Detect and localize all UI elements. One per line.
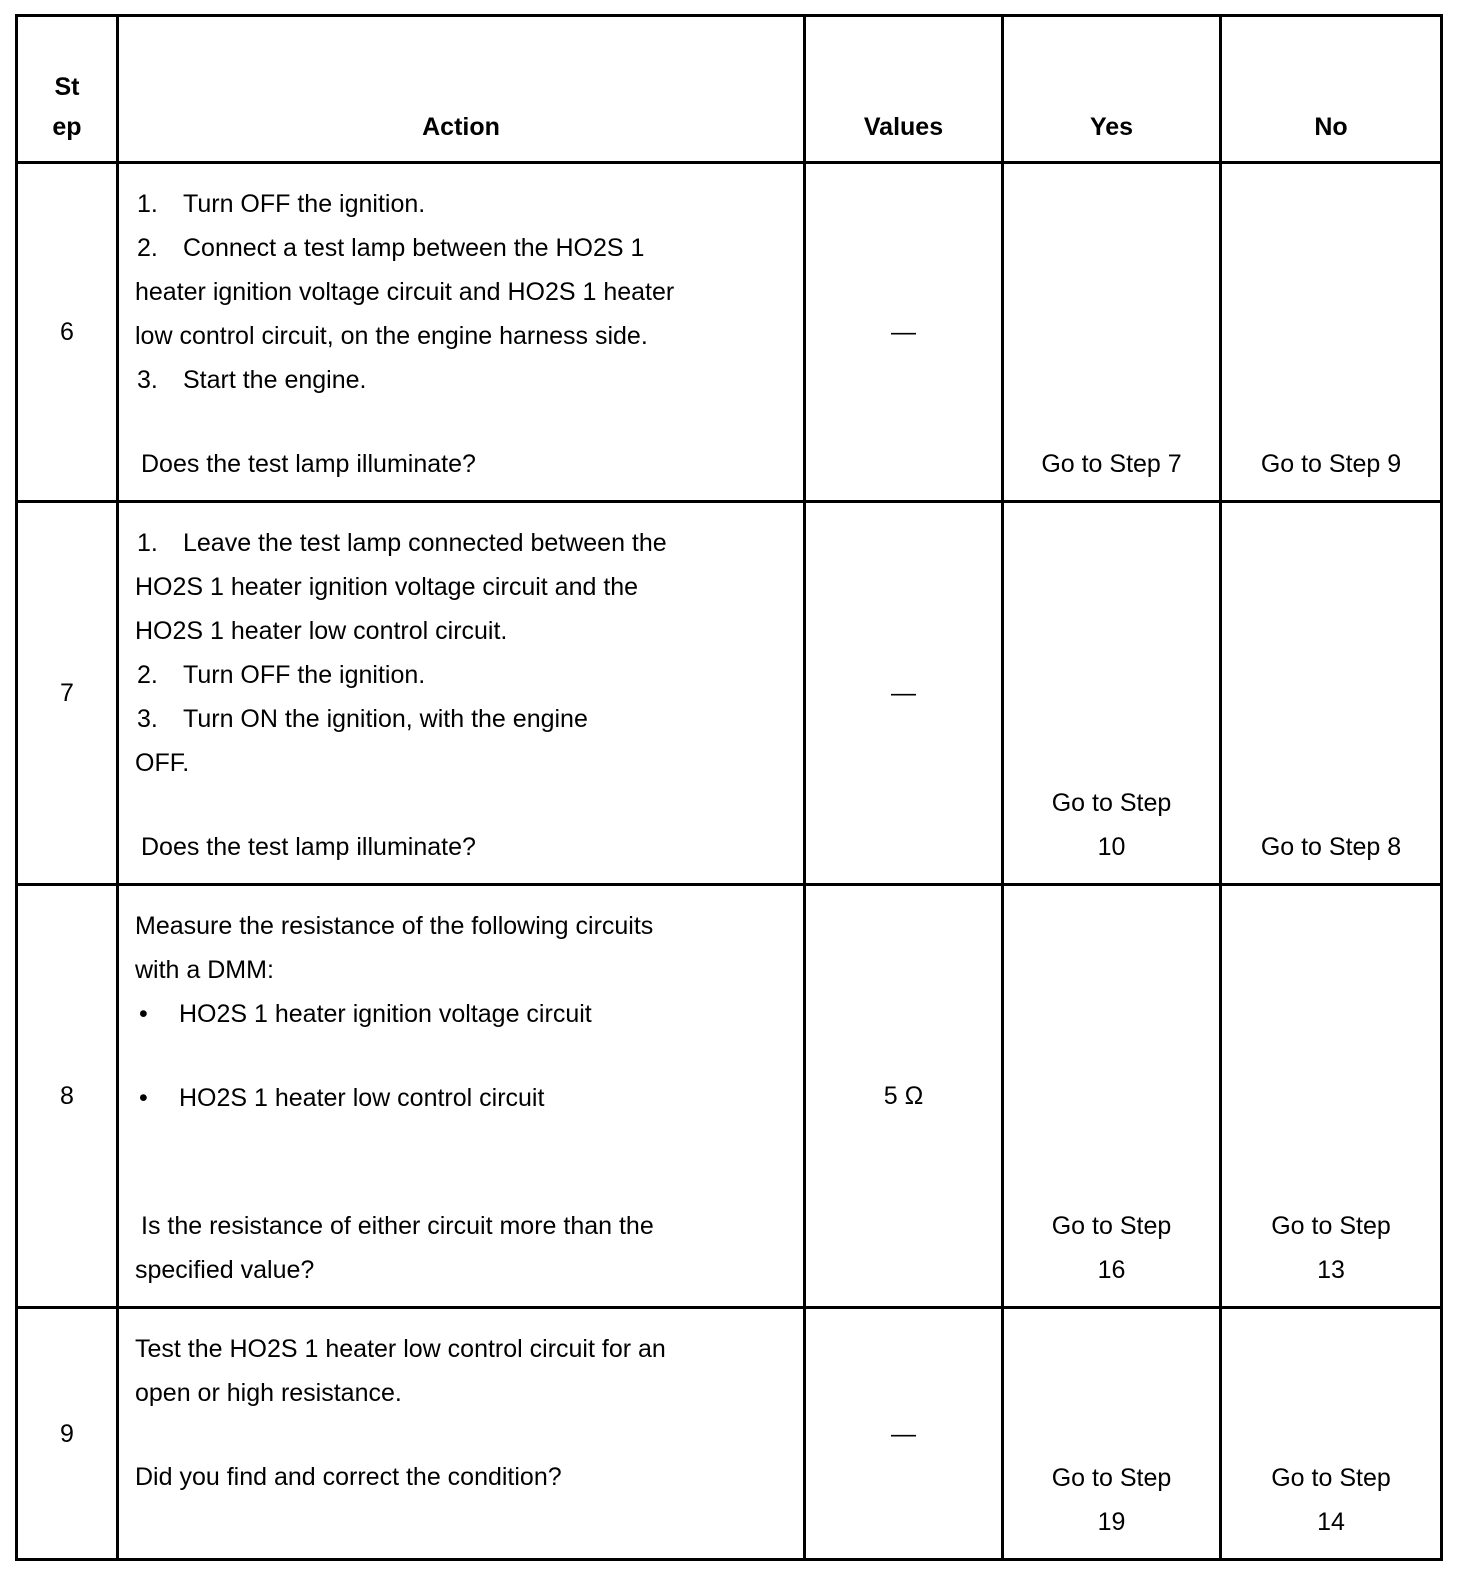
action-line: HO2S 1 heater low control circuit. [135,617,508,645]
action-question: Does the test lamp illuminate? [141,450,476,478]
no-text-line1: Go to Step 9 [1260,450,1402,478]
value-cell: — [805,1308,1003,1560]
no-cell [1221,163,1442,502]
yes-text-line2: 16 [1097,1256,1126,1284]
bullet-item: • HO2S 1 heater low control circuit [139,1084,545,1112]
action-line: OFF. [135,749,190,777]
value-cell: — [805,502,1003,885]
table-row-step-8 [17,885,1442,1308]
values-column-header: Values [805,16,1003,163]
no-cell [1221,1308,1442,1560]
action-cell [118,163,805,502]
action-question: Does the test lamp illuminate? [141,833,476,861]
action-line: Measure the resistance of the following circuits [135,912,654,940]
action-line: 1. Leave the test lamp connected between the [137,529,667,557]
diagnostic-table [15,14,1443,1561]
action-question: Is the resistance of either circuit more than the [141,1212,654,1240]
yes-column-header: Yes [1003,16,1221,163]
step-header-line1: St [54,73,80,101]
yes-text-line2: 19 [1097,1508,1126,1536]
no-cell [1221,885,1442,1308]
action-line: HO2S 1 heater ignition voltage circuit and the [135,573,639,601]
step-header-line2: ep [52,113,82,141]
table-row-step-6 [17,163,1442,502]
step-column-header [17,16,118,163]
header-row [17,16,1442,163]
action-line: Test the HO2S 1 heater low control circuit for an [135,1335,666,1363]
yes-cell [1003,1308,1221,1560]
no-text-line1: Go to Step 8 [1260,833,1402,861]
action-cell [118,885,805,1308]
action-line: with a DMM: [135,956,274,984]
action-line: open or high resistance. [135,1379,402,1407]
action-question: Did you find and correct the condition? [135,1463,562,1491]
no-column-header: No [1221,16,1442,163]
action-question-continued: specified value? [135,1256,315,1284]
yes-text-line1: Go to Step [1051,1212,1172,1240]
action-line: 2. Connect a test lamp between the HO2S 1 [137,234,645,262]
yes-text-line1: Go to Step [1051,789,1172,817]
no-text-line2: 14 [1317,1508,1345,1536]
action-line: 1. Turn OFF the ignition. [137,190,426,218]
no-text-line1: Go to Step [1271,1212,1391,1240]
step-number: 8 [17,885,118,1308]
table-row-step-9 [17,1308,1442,1560]
action-line: 3. Turn ON the ignition, with the engine [137,705,588,733]
step-number: 9 [17,1308,118,1560]
yes-cell [1003,502,1221,885]
action-column-header: Action [118,16,805,163]
table-row-step-7 [17,502,1442,885]
value-cell: 5 Ω [805,885,1003,1308]
yes-cell [1003,163,1221,502]
action-cell [118,502,805,885]
action-line: 3. Start the engine. [137,366,367,394]
yes-text-line1: Go to Step 7 [1041,450,1182,478]
no-text-line2: 13 [1317,1256,1345,1284]
step-number: 6 [17,163,118,502]
step-number: 7 [17,502,118,885]
action-line: heater ignition voltage circuit and HO2S 1 heater [135,278,675,306]
action-line: 2. Turn OFF the ignition. [137,661,426,689]
yes-cell [1003,885,1221,1308]
bullet-item: • HO2S 1 heater ignition voltage circuit [139,1000,592,1028]
yes-text-line1: Go to Step [1051,1464,1172,1492]
action-line: low control circuit, on the engine harness side. [135,322,648,350]
action-cell [118,1308,805,1560]
yes-text-line2: 10 [1097,833,1126,861]
no-text-line1: Go to Step [1271,1464,1391,1492]
value-cell: — [805,163,1003,502]
no-cell [1221,502,1442,885]
